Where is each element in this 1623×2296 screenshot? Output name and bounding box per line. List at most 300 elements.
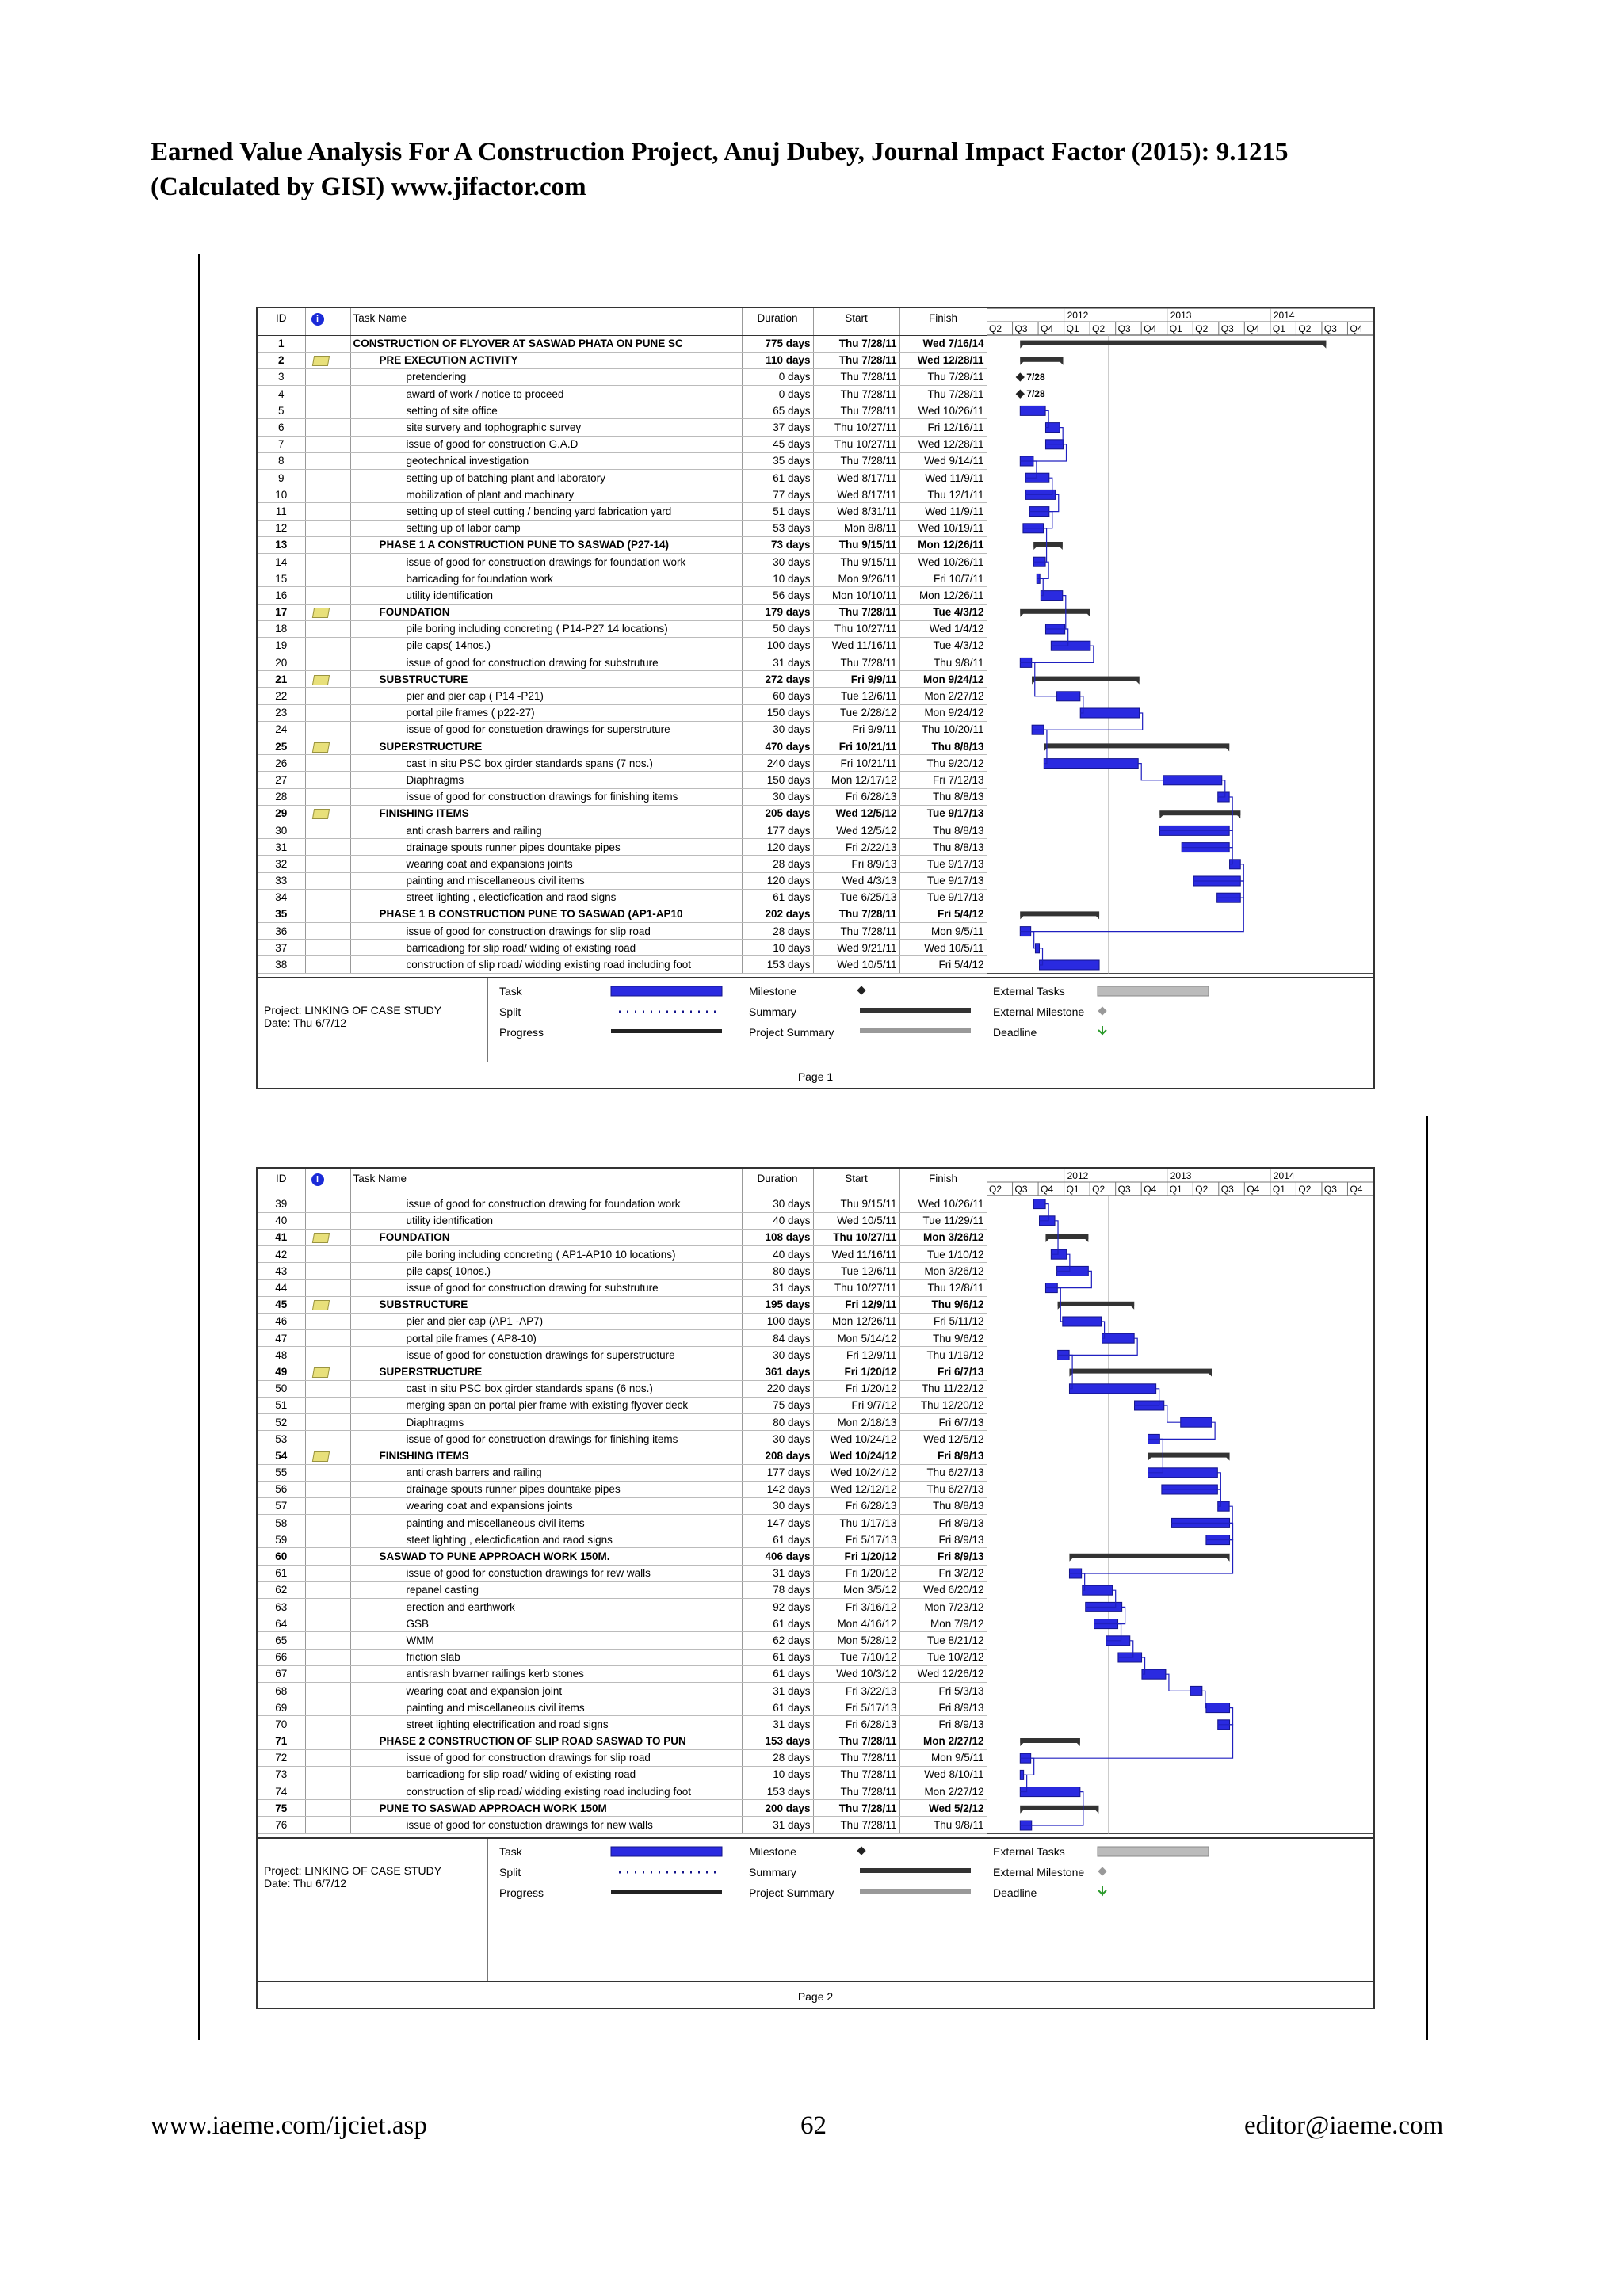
table-row[interactable] (258, 1632, 987, 1649)
task-name: issue of good for construction drawings for foundation work (350, 553, 742, 570)
gantt-page-2 (256, 1167, 1375, 2009)
task-bar[interactable] (1033, 1199, 1045, 1209)
task-finish: Mon 9/5/11 (899, 1749, 987, 1766)
task-bar[interactable] (1063, 1317, 1102, 1326)
task-id: 12 (258, 520, 305, 536)
legend-deadline: Deadline (993, 1025, 1037, 1039)
table-row[interactable] (258, 1397, 987, 1413)
task-id: 34 (258, 889, 305, 906)
task-duration: 10 days (742, 940, 813, 956)
table-row[interactable] (258, 620, 987, 637)
task-start: Thu 10/27/11 (813, 436, 899, 452)
table-row[interactable] (258, 1599, 987, 1615)
footer-right[interactable]: editor@iaeme.com (1244, 2111, 1444, 2140)
task-id: 52 (258, 1413, 305, 1430)
task-id: 71 (258, 1733, 305, 1749)
table-row[interactable] (258, 822, 987, 838)
task-start: Thu 10/27/11 (813, 1280, 899, 1296)
task-duration: 28 days (742, 923, 813, 940)
table-row[interactable] (258, 1497, 987, 1514)
year-label: 2013 (1170, 1170, 1192, 1181)
task-duration: 45 days (742, 436, 813, 452)
indicator-cell (305, 704, 350, 721)
note-icon[interactable] (311, 356, 329, 366)
task-duration: 120 days (742, 872, 813, 889)
task-duration: 51 days (742, 503, 813, 520)
indicator-cell (305, 520, 350, 536)
legend-progress: Progress (499, 1025, 544, 1039)
table-row[interactable] (258, 1229, 987, 1245)
summary-bar[interactable] (1020, 1806, 1098, 1810)
task-finish: Wed 11/9/11 (899, 503, 987, 520)
task-name: barricadiong for slip road/ widing of existing road (350, 940, 742, 956)
task-finish: Fri 6/7/13 (899, 1413, 987, 1430)
task-name: pier and pier cap (AP1 -AP7) (350, 1313, 742, 1329)
task-swatch (611, 1847, 722, 1856)
table-row[interactable] (258, 352, 987, 368)
table-row[interactable] (258, 452, 987, 469)
task-id: 53 (258, 1431, 305, 1447)
legend-project-summary: Project Summary (749, 1886, 834, 1899)
task-bar[interactable] (1044, 759, 1138, 769)
indicator-cell (305, 1649, 350, 1665)
task-start: Thu 10/27/11 (813, 419, 899, 436)
task-start: Fri 8/9/13 (813, 856, 899, 872)
quarter-label: Q2 (1298, 1184, 1312, 1195)
legend-swatches (258, 1839, 1373, 1984)
year-label: 2012 (1067, 1170, 1089, 1181)
task-finish: Mon 3/26/12 (899, 1229, 987, 1245)
task-id: 64 (258, 1615, 305, 1632)
task-start: Thu 7/28/11 (813, 452, 899, 469)
table-row[interactable] (258, 671, 987, 688)
task-finish: Tue 10/2/12 (899, 1649, 987, 1665)
summary-bar[interactable] (1148, 1453, 1230, 1458)
task-start: Wed 12/5/12 (813, 805, 899, 822)
quarter-label: Q3 (1014, 323, 1028, 334)
task-name: steet lighting , electicfication and raod signs (350, 1531, 742, 1548)
indicator-cell (305, 1447, 350, 1464)
table-row[interactable] (258, 1413, 987, 1430)
task-finish: Fri 8/9/13 (899, 1699, 987, 1716)
task-bar[interactable] (1163, 776, 1222, 785)
indicator-cell (305, 1766, 350, 1783)
table-row[interactable] (258, 553, 987, 570)
indicator-cell (305, 1196, 350, 1212)
table-row[interactable] (258, 1531, 987, 1548)
table-row[interactable] (258, 436, 987, 452)
table-row[interactable] (258, 486, 987, 503)
task-finish: Mon 7/23/12 (899, 1599, 987, 1615)
external-tasks-swatch (1098, 986, 1209, 996)
task-bar[interactable] (1206, 1703, 1230, 1713)
task-duration: 208 days (742, 1447, 813, 1464)
task-name: SUPERSTRUCTURE (350, 1363, 742, 1380)
table-row[interactable] (258, 1783, 987, 1800)
legend-external-tasks: External Tasks (993, 1844, 1065, 1858)
summary-bar[interactable] (1033, 542, 1063, 547)
page-number: 62 (800, 2111, 827, 2140)
table-row[interactable] (258, 604, 987, 620)
quarter-label: Q4 (1041, 323, 1054, 334)
indicator-cell (305, 1330, 350, 1347)
table-row[interactable] (258, 1330, 987, 1347)
task-id: 35 (258, 906, 305, 922)
task-name: PHASE 1 B CONSTRUCTION PUNE TO SASWAD (AP1-AP10 (350, 906, 742, 922)
task-bar[interactable] (1083, 1585, 1113, 1595)
task-duration: 61 days (742, 470, 813, 486)
table-row[interactable] (258, 755, 987, 772)
task-finish: Thu 12/20/12 (899, 1397, 987, 1413)
indicator-cell (305, 1716, 350, 1733)
task-start: Wed 8/31/11 (813, 503, 899, 520)
legend-external-tasks: External Tasks (993, 984, 1065, 997)
table-row[interactable] (258, 1800, 987, 1817)
indicator-cell (305, 402, 350, 419)
column-header-finish: Finish (899, 308, 987, 335)
note-icon[interactable] (311, 608, 329, 618)
task-duration: 195 days (742, 1296, 813, 1313)
table-row[interactable] (258, 923, 987, 940)
task-id: 37 (258, 940, 305, 956)
table-row[interactable] (258, 570, 987, 587)
task-bar[interactable] (1080, 708, 1139, 718)
table-row[interactable] (258, 1565, 987, 1581)
summary-bar[interactable] (1020, 357, 1063, 362)
task-bar[interactable] (1102, 1333, 1134, 1343)
task-id: 74 (258, 1783, 305, 1800)
task-start: Tue 2/28/12 (813, 704, 899, 721)
table-row[interactable] (258, 335, 987, 352)
table-row[interactable] (258, 402, 987, 419)
indicator-cell (305, 637, 350, 654)
column-header-duration: Duration (742, 1169, 813, 1196)
table-row[interactable] (258, 704, 987, 721)
indicator-cell (305, 1800, 350, 1817)
progress-swatch (611, 1890, 722, 1894)
note-icon[interactable] (311, 742, 329, 753)
table-row[interactable] (258, 637, 987, 654)
task-bar[interactable] (1040, 960, 1100, 970)
indicator-cell (305, 419, 350, 436)
table-row[interactable] (258, 1363, 987, 1380)
task-finish: Fri 8/9/13 (899, 1447, 987, 1464)
table-row[interactable] (258, 1431, 987, 1447)
indicator-cell (305, 1413, 350, 1430)
summary-bar[interactable] (1159, 810, 1240, 815)
task-id: 26 (258, 755, 305, 772)
task-id: 28 (258, 788, 305, 805)
task-duration: 77 days (742, 486, 813, 503)
footer-left[interactable]: www.iaeme.com/ijciet.asp (151, 2111, 427, 2140)
task-table (258, 1169, 987, 1834)
column-header-start: Start (813, 1169, 899, 1196)
table-row[interactable] (258, 940, 987, 956)
indicator-cell (305, 1347, 350, 1363)
quarter-label: Q2 (1298, 323, 1312, 334)
table-row[interactable] (258, 1716, 987, 1733)
task-duration: 84 days (742, 1330, 813, 1347)
indicator-cell (305, 1531, 350, 1548)
summary-bar[interactable] (1020, 911, 1099, 916)
table-row[interactable] (258, 1682, 987, 1699)
summary-bar[interactable] (1044, 743, 1229, 748)
task-finish: Fri 5/3/13 (899, 1682, 987, 1699)
table-row[interactable] (258, 470, 987, 486)
indicator-cell (305, 772, 350, 788)
table-row[interactable] (258, 1733, 987, 1749)
table-row[interactable] (258, 1313, 987, 1329)
note-icon[interactable] (311, 1451, 329, 1462)
task-finish: Tue 9/17/13 (899, 805, 987, 822)
task-duration: 30 days (742, 1347, 813, 1363)
table-row[interactable] (258, 738, 987, 755)
task-name: issue of good for constuetion drawings for superstruture (350, 721, 742, 738)
table-row[interactable] (258, 386, 987, 402)
quarter-label: Q1 (1169, 1184, 1182, 1195)
task-name: barricadiong for slip road/ widing of existing road (350, 1766, 742, 1783)
task-id: 11 (258, 503, 305, 520)
task-id: 7 (258, 436, 305, 452)
task-id: 55 (258, 1464, 305, 1481)
summary-bar[interactable] (1020, 609, 1090, 614)
task-duration: 31 days (742, 1682, 813, 1699)
summary-bar[interactable] (1032, 677, 1140, 681)
table-row[interactable] (258, 721, 987, 738)
indicator-cell (305, 872, 350, 889)
table-row[interactable] (258, 872, 987, 889)
task-finish: Thu 8/8/13 (899, 788, 987, 805)
note-icon[interactable] (311, 1300, 329, 1310)
table-row[interactable] (258, 1196, 987, 1212)
table-row[interactable] (258, 788, 987, 805)
table-row[interactable] (258, 1380, 987, 1397)
task-start: Fri 9/9/11 (813, 671, 899, 688)
task-id: 16 (258, 587, 305, 604)
summary-bar[interactable] (1058, 1302, 1135, 1306)
table-row[interactable] (258, 1749, 987, 1766)
task-finish: Wed 10/5/11 (899, 940, 987, 956)
table-row[interactable] (258, 1615, 987, 1632)
task-start: Thu 7/28/11 (813, 923, 899, 940)
summary-bar[interactable] (1020, 1738, 1080, 1743)
table-row[interactable] (258, 1699, 987, 1716)
task-id: 6 (258, 419, 305, 436)
indicator-cell (305, 1481, 350, 1497)
task-start: Thu 10/27/11 (813, 620, 899, 637)
task-start: Tue 7/10/12 (813, 1649, 899, 1665)
table-row[interactable] (258, 1649, 987, 1665)
year-label: 2014 (1273, 310, 1295, 321)
indicator-cell (305, 604, 350, 620)
summary-swatch (860, 1008, 971, 1013)
task-name: wearing coat and expansion joint (350, 1682, 742, 1699)
task-name: issue of good for construction drawings for slip road (350, 923, 742, 940)
indicator-cell (305, 1682, 350, 1699)
table-row[interactable] (258, 1548, 987, 1565)
task-id: 63 (258, 1599, 305, 1615)
summary-bar[interactable] (1069, 1554, 1229, 1558)
task-id: 54 (258, 1447, 305, 1464)
task-finish: Fri 12/16/11 (899, 419, 987, 436)
task-start: Wed 8/17/11 (813, 470, 899, 486)
task-bar[interactable] (1041, 591, 1062, 601)
indicator-cell (305, 470, 350, 486)
table-row[interactable] (258, 654, 987, 671)
indicator-cell (305, 822, 350, 838)
indicator-cell (305, 1296, 350, 1313)
table-row[interactable] (258, 1447, 987, 1464)
table-row[interactable] (258, 1464, 987, 1481)
task-start: Fri 12/9/11 (813, 1296, 899, 1313)
table-row[interactable] (258, 856, 987, 872)
table-row[interactable] (258, 1347, 987, 1363)
task-start: Fri 6/28/13 (813, 1497, 899, 1514)
task-start: Thu 7/28/11 (813, 335, 899, 352)
summary-bar[interactable] (1069, 1369, 1212, 1374)
task-finish: Thu 12/8/11 (899, 1280, 987, 1296)
task-start: Wed 10/24/12 (813, 1431, 899, 1447)
table-row[interactable] (258, 906, 987, 922)
task-finish: Mon 2/27/12 (899, 1783, 987, 1800)
indicator-cell (305, 755, 350, 772)
table-row[interactable] (258, 956, 987, 973)
task-finish: Fri 8/9/13 (899, 1515, 987, 1531)
table-row[interactable] (258, 1665, 987, 1682)
task-duration: 75 days (742, 1397, 813, 1413)
summary-bar[interactable] (1045, 1234, 1088, 1239)
task-bar[interactable] (1035, 944, 1039, 953)
task-name: Diaphragms (350, 772, 742, 788)
task-id: 36 (258, 923, 305, 940)
table-row[interactable] (258, 536, 987, 553)
task-bar[interactable] (1190, 1686, 1202, 1695)
table-row[interactable] (258, 587, 987, 604)
table-row[interactable] (258, 805, 987, 822)
chart-frame (987, 1169, 1373, 1834)
table-row[interactable] (258, 1296, 987, 1313)
table-row[interactable] (258, 688, 987, 704)
task-duration: 240 days (742, 755, 813, 772)
task-id: 59 (258, 1531, 305, 1548)
task-name: setting up of steel cutting / bending yard fabrication yard (350, 503, 742, 520)
task-name: site survery and tophographic survey (350, 419, 742, 436)
task-finish: Mon 7/9/12 (899, 1615, 987, 1632)
task-bar[interactable] (1020, 406, 1045, 415)
table-row[interactable] (258, 368, 987, 385)
task-name: pile caps( 14nos.) (350, 637, 742, 654)
task-start: Mon 2/18/13 (813, 1413, 899, 1430)
legend-split: Split (499, 1005, 521, 1018)
task-duration: 147 days (742, 1515, 813, 1531)
header-line-1: Earned Value Analysis For A Construction Project, Anuj Dubey, Journal Impact Factor (2015): 9.1215 (151, 138, 1289, 166)
note-icon[interactable] (311, 809, 329, 819)
task-start: Tue 6/25/13 (813, 889, 899, 906)
quarter-label: Q2 (989, 1184, 1002, 1195)
task-id: 76 (258, 1817, 305, 1833)
task-bar[interactable] (1142, 1669, 1166, 1679)
table-row[interactable] (258, 503, 987, 520)
table-row[interactable] (258, 889, 987, 906)
note-icon[interactable] (311, 675, 329, 685)
task-name: cast in situ PSC box girder standards spans (7 nos.) (350, 755, 742, 772)
table-row[interactable] (258, 1581, 987, 1598)
indicator-cell (305, 889, 350, 906)
table-row[interactable] (258, 1212, 987, 1229)
task-id: 21 (258, 671, 305, 688)
task-name: issue of good for constuction drawings for superstructure (350, 1347, 742, 1363)
task-start: Fri 1/20/12 (813, 1380, 899, 1397)
task-bar[interactable] (1057, 692, 1080, 701)
task-name: PHASE 1 A CONSTRUCTION PUNE TO SASWAD (P27-14) (350, 536, 742, 553)
task-name: construction of slip road/ widding existing road including foot (350, 1783, 742, 1800)
table-row[interactable] (258, 419, 987, 436)
task-finish: Thu 1/19/12 (899, 1347, 987, 1363)
task-bar[interactable] (1069, 1384, 1155, 1394)
note-icon[interactable] (311, 1367, 329, 1378)
task-name: drainage spouts runner pipes dountake pipes (350, 839, 742, 856)
task-bar[interactable] (1020, 1787, 1080, 1797)
quarter-label: Q2 (1092, 323, 1106, 334)
task-start: Thu 7/28/11 (813, 1783, 899, 1800)
table-row[interactable] (258, 1263, 987, 1280)
task-duration: 153 days (742, 956, 813, 973)
summary-bar[interactable] (1020, 341, 1326, 345)
table-row[interactable] (258, 1280, 987, 1296)
task-name: issue of good for construction drawings for finishing items (350, 1431, 742, 1447)
indicator-cell (305, 1280, 350, 1296)
table-row[interactable] (258, 1766, 987, 1783)
task-name: painting and miscellaneous civil items (350, 872, 742, 889)
table-row[interactable] (258, 520, 987, 536)
milestone-label: 7/28 (1026, 372, 1045, 383)
task-name: wearing coat and expansions joints (350, 856, 742, 872)
task-id: 73 (258, 1766, 305, 1783)
table-row[interactable] (258, 1515, 987, 1531)
info-icon: i (311, 1173, 324, 1186)
table-row[interactable] (258, 1246, 987, 1263)
task-duration: 30 days (742, 788, 813, 805)
table-row[interactable] (258, 772, 987, 788)
table-row[interactable] (258, 839, 987, 856)
task-duration: 0 days (742, 386, 813, 402)
external-milestone-swatch (1098, 1867, 1106, 1875)
table-row[interactable] (258, 1817, 987, 1833)
indicator-cell (305, 368, 350, 385)
note-icon[interactable] (311, 1233, 329, 1243)
task-finish: Thu 10/20/11 (899, 721, 987, 738)
task-start: Wed 9/21/11 (813, 940, 899, 956)
task-finish: Fri 8/9/13 (899, 1716, 987, 1733)
indicator-cell (305, 335, 350, 352)
task-duration: 78 days (742, 1581, 813, 1598)
task-duration: 110 days (742, 352, 813, 368)
task-start: Fri 9/7/12 (813, 1397, 899, 1413)
table-row[interactable] (258, 1481, 987, 1497)
task-finish: Thu 9/20/12 (899, 755, 987, 772)
task-start: Wed 11/16/11 (813, 1246, 899, 1263)
task-start: Thu 7/28/11 (813, 1817, 899, 1833)
task-bar[interactable] (1181, 1417, 1212, 1427)
task-id: 31 (258, 839, 305, 856)
task-name: antisrash bvarner railings kerb stones (350, 1665, 742, 1682)
task-finish: Thu 9/6/12 (899, 1330, 987, 1347)
legend-external-milestone: External Milestone (993, 1865, 1085, 1878)
task-duration: 62 days (742, 1632, 813, 1649)
task-duration: 61 days (742, 1699, 813, 1716)
task-id: 68 (258, 1682, 305, 1699)
task-finish: Thu 9/8/11 (899, 1817, 987, 1833)
